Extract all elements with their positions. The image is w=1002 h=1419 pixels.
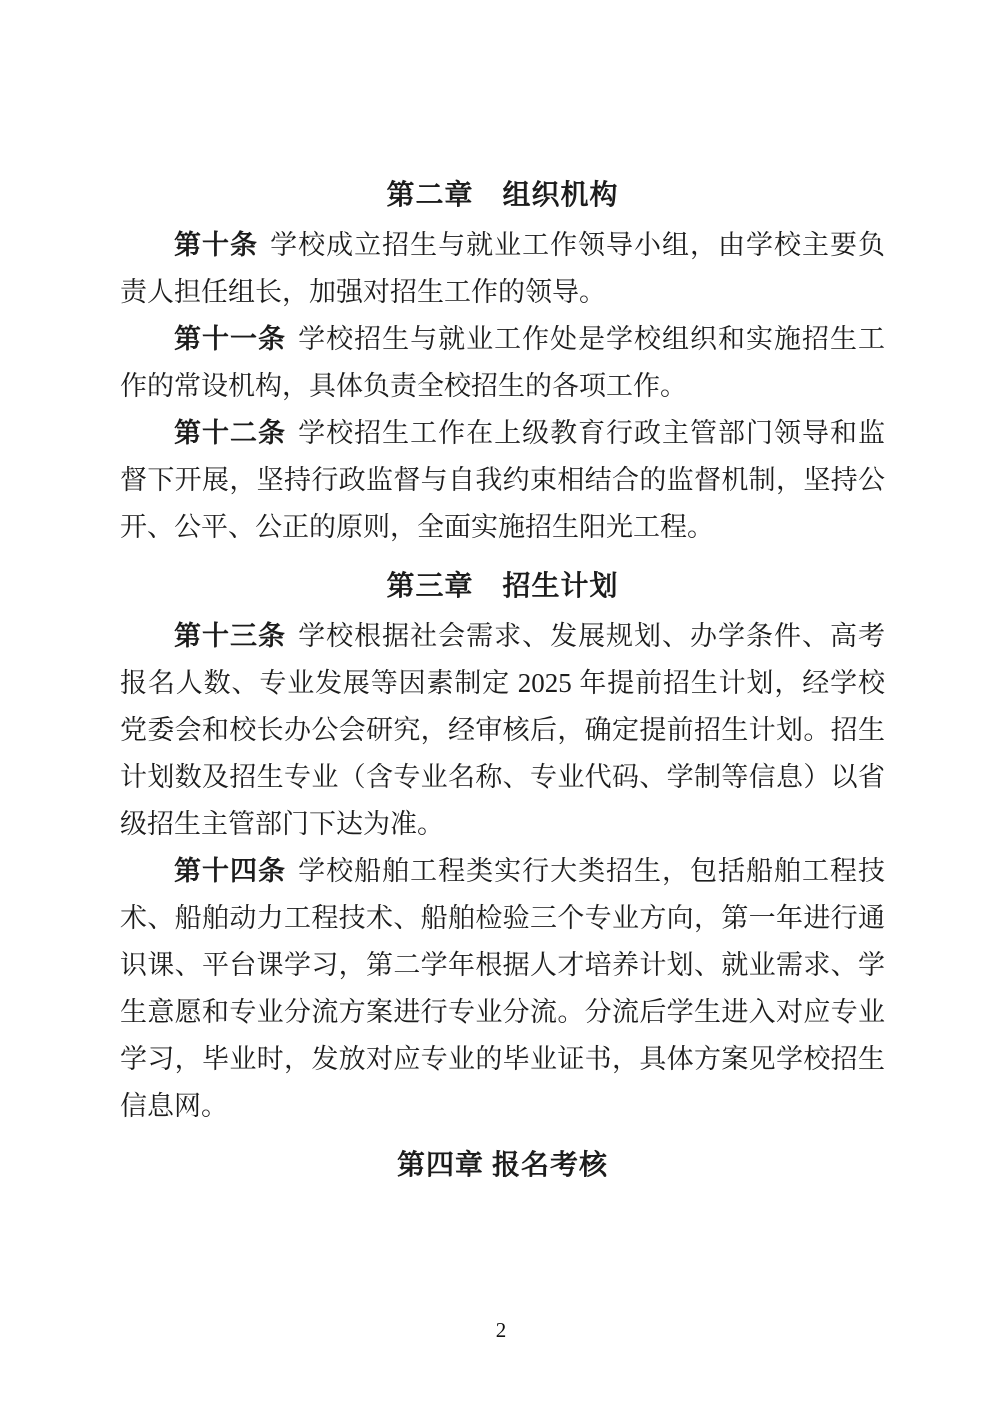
chapter-3-heading: 第三章 招生计划 (386, 571, 619, 602)
article-paragraph (120, 222, 885, 316)
article-text: 学校招生与就业工作处是学校组织和实施招生工作的常设机构，具体负责全校招生的各项工作。 (120, 324, 886, 401)
article-number: 第十二条 (174, 418, 286, 448)
article-text: 学校招生工作在上级教育行政主管部门领导和监督下开展，坚持行政监督与自我约束相结合的监督机制，坚持公开、公平、公正的原则，全面实施招生阳光工程。 (120, 418, 886, 542)
chapter-4-heading: 第四章 报名考核 (396, 1150, 608, 1181)
chapter-2-heading: 第二章 组织机构 (386, 180, 619, 211)
article-number: 第十四条 (174, 856, 286, 886)
article-paragraph (120, 410, 885, 551)
article-text: 学校船舶工程类实行大类招生，包括船舶工程技术、船舶动力工程技术、船舶检验三个专业方向，第一年进行通识课、平台课学习，第二学年根据人才培养计划、就业需求、学生意愿和专业分流方案进行专业分流。分流后学生进入对应专业学习，毕业时，发放对应专业的毕业证书，具体方案见学校招生信息网。 (120, 856, 886, 1121)
article-paragraph (120, 848, 885, 1130)
article-paragraph (120, 613, 885, 848)
page-number: 2 (495, 1318, 507, 1342)
article-number: 第十三条 (174, 621, 286, 651)
article-paragraph (120, 316, 885, 410)
article-number: 第十一条 (174, 324, 286, 354)
article-text: 学校根据社会需求、发展规划、办学条件、高考报名人数、专业发展等因素制定 2025 年提前招生计划，经学校党委会和校长办公会研究，经审核后，确定提前招生计划。招生计划数及招生专业（含专业名称、专业代码、学制等信息）以省级招生主管部门下达为准。 (120, 621, 886, 839)
article-number: 第十条 (174, 230, 258, 260)
article-text: 学校成立招生与就业工作领导小组，由学校主要负责人担任组长，加强对招生工作的领导。 (120, 230, 886, 307)
